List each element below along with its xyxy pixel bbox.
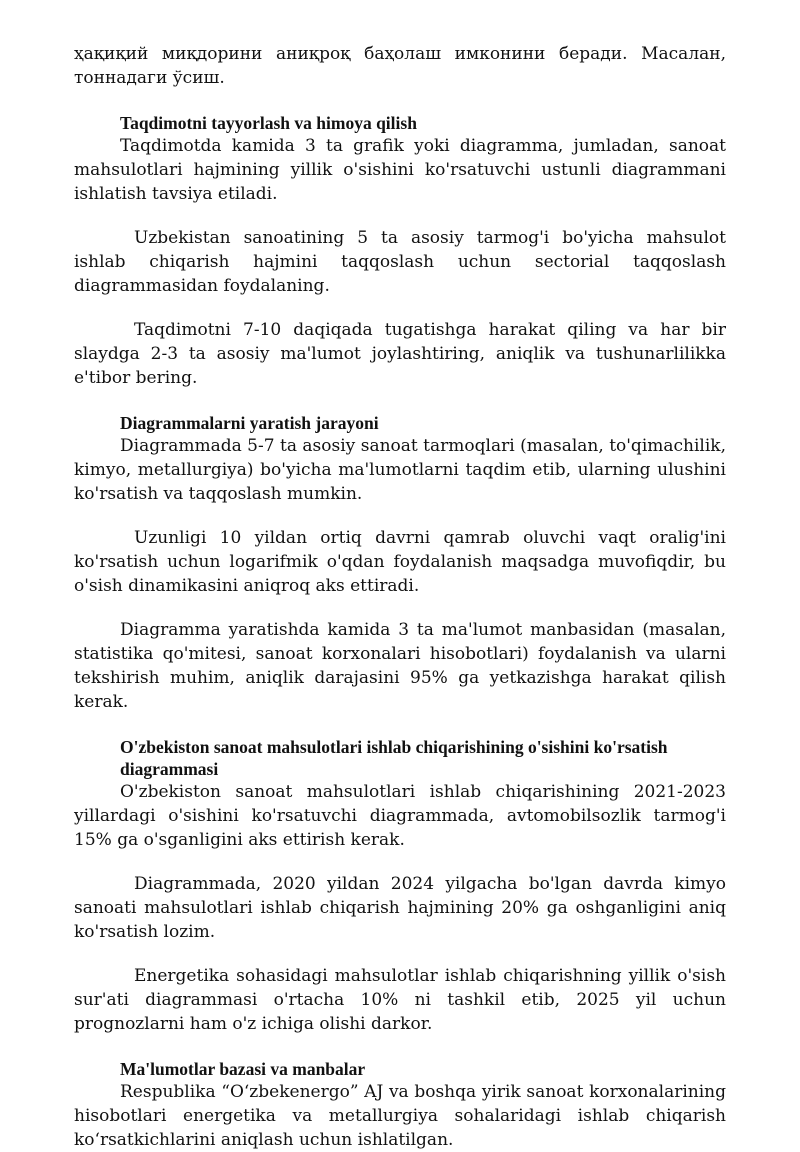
section-heading-database-sources: Ma'lumotlar bazasi va manbalar (120, 1059, 366, 1079)
paragraph: Taqdimotda kamida 3 ta grafik yoki diagramma, jumladan, sanoat mahsulotlari hajmining yillik o'sishini ko'rsatuvchi ustunli diagrammani ishlatish tavsiya etiladi. (74, 136, 726, 204)
section-heading-growth-diagram: O'zbekiston sanoat mahsulotlari ishlab chiqarishining o'sishini ko'rsatish diagrammasi (120, 737, 668, 779)
paragraph: Respublika “O‘zbekenergo” AJ va boshqa yirik sanoat korxonalarining hisobotlari energetika va metallurgiya sohalaridagi ishlab chiqarish ko‘rsatkichlarini aniqlash uchun ishlatilgan. (74, 1082, 726, 1150)
document-page (74, 42, 726, 1152)
section-heading-presentation: Taqdimotni tayyorlash va himoya qilish (120, 113, 417, 133)
paragraph: Uzunligi 10 yildan ortiq davrni qamrab oluvchi vaqt oralig'ini ko'rsatish uchun logarifmik o'qdan foydalanish maqsadga muvofiqdir, bu o'sish dinamikasini aniqroq aks ettiradi. (74, 528, 726, 596)
paragraph: Diagrammada, 2020 yildan 2024 yilgacha bo'lgan davrda kimyo sanoati mahsulotlari ishlab chiqarish hajmining 20% ga oshganligini aniq ko'rsatish lozim. (74, 874, 726, 942)
intro-paragraph: ҳақиқий миқдорини аниқроқ баҳолаш имконини беради. Масалан, тоннадаги ўсиш. (74, 44, 726, 88)
paragraph: Taqdimotni 7-10 daqiqada tugatishga harakat qiling va har bir slaydga 2-3 ta asosiy ma'lumot joylashtiring, aniqlik va tushunarlilikka e'tibor bering. (74, 320, 726, 388)
paragraph: Uzbekistan sanoatining 5 ta asosiy tarmog'i bo'yicha mahsulot ishlab chiqarish hajmini taqqoslash uchun sectorial taqqoslash diagrammasidan foydalaning. (74, 228, 726, 296)
paragraph: Diagramma yaratishda kamida 3 ta ma'lumot manbasidan (masalan, statistika qo'mitesi, sanoat korxonalari hisobotlari) foydalanish va ularni tekshirish muhim, aniqlik darajasini 95% ga yetkazishga harakat qilish kerak. (74, 620, 726, 712)
paragraph: Energetika sohasidagi mahsulotlar ishlab chiqarishning yillik o'sish sur'ati diagrammasi o'rtacha 10% ni tashkil etib, 2025 yil uchun prognozlarni ham o'z ichiga olishi darkor. (74, 966, 726, 1034)
paragraph: O'zbekiston sanoat mahsulotlari ishlab chiqarishining 2021-2023 yillardagi o'sishini ko'rsatuvchi diagrammada, avtomobilsozlik tarmog'i 15% ga o'sganligini aks ettirish kerak. (74, 782, 726, 850)
section-heading-diagram-process: Diagrammalarni yaratish jarayoni (120, 413, 379, 433)
paragraph: Diagrammada 5-7 ta asosiy sanoat tarmoqlari (masalan, to'qimachilik, kimyo, metallurgiya) bo'yicha ma'lumotlarni taqdim etib, ularning ulushini ko'rsatish va taqqoslash mumkin. (74, 436, 726, 504)
